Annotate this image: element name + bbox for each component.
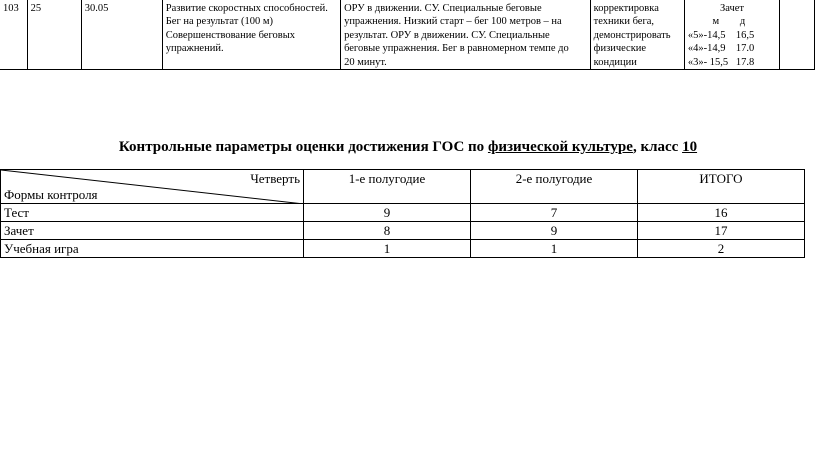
col-boys: м (712, 16, 720, 28)
row-value: 9 (471, 222, 638, 240)
content-line: упражнения. Низкий старт – бег 100 метров – на (344, 16, 562, 28)
header-forms: Формы контроля (4, 187, 98, 202)
table-row (1, 240, 805, 258)
heading-prefix: Контрольные параметры оценки достижения ГОС по (118, 139, 488, 155)
table-row (0, 0, 815, 70)
lesson-control (684, 0, 779, 70)
topic-line: Совершенствование беговых (165, 29, 296, 41)
topic-line: Бег на результат (100 м) (165, 16, 274, 28)
skills-line: демонстрировать (593, 29, 671, 41)
row-label: Тест (1, 204, 304, 222)
column-header: 1-е полугодие (304, 170, 471, 204)
grade-girls: 17.0 (735, 43, 755, 55)
topic-line: упражнений. (165, 43, 224, 55)
lesson-content (341, 0, 591, 70)
skills-line: физические (593, 43, 647, 55)
skills-line: корректировка (593, 3, 659, 14)
table-row (1, 204, 805, 222)
column-header: 2-е полугодие (471, 170, 638, 204)
content-line: результат. ОРУ в движении. СУ. Специальные (344, 29, 550, 41)
grade-columns (688, 15, 776, 28)
row-value: 2 (638, 240, 805, 258)
heading-subject: физической культуре (487, 139, 633, 155)
topic-line: Развитие скоростных способностей. (165, 3, 328, 14)
diagonal-header-cell (1, 170, 304, 204)
row-value: 1 (471, 240, 638, 258)
grade-row (688, 42, 776, 55)
section-heading (0, 138, 816, 156)
row-value: 17 (638, 222, 805, 240)
heading-middle: , класс (632, 139, 683, 155)
row-value: 7 (471, 204, 638, 222)
col-girls: д (739, 16, 746, 28)
row-label: Зачет (1, 222, 304, 240)
control-title: Зачет (719, 3, 744, 14)
row-value: 16 (638, 204, 805, 222)
skills-line: техники бега, (593, 16, 655, 28)
grade-mark: «3»- 15,5 (687, 56, 729, 68)
content-line: беговые упражнения. Бег в равномерном темпе до (344, 43, 569, 55)
header-quarter: Четверть (250, 171, 300, 186)
grade-row (688, 29, 776, 42)
lesson-number: 103 (0, 0, 27, 70)
column-header: ИТОГО (638, 170, 805, 204)
lesson-date: 30.05 (81, 0, 162, 70)
table-header-row (1, 170, 805, 204)
row-value: 8 (304, 222, 471, 240)
row-value: 1 (304, 240, 471, 258)
row-value: 9 (304, 204, 471, 222)
content-line: 20 минут. (344, 56, 387, 68)
lesson-plan-table (0, 0, 815, 70)
skills-line: кондиции (593, 56, 637, 68)
heading-grade: 10 (682, 139, 698, 155)
content-line: ОРУ в движении. СУ. Специальные беговые (344, 3, 542, 14)
empty-cell (780, 0, 815, 70)
lesson-skills (590, 0, 684, 70)
week-number: 25 (27, 0, 81, 70)
row-label: Учебная игра (1, 240, 304, 258)
grade-mark: «5»-14,5 (687, 29, 726, 41)
control-params-table (0, 169, 805, 258)
grade-girls: 16,5 (735, 29, 755, 41)
grade-girls: 17.8 (735, 56, 755, 68)
lesson-topic (162, 0, 340, 70)
grade-mark: «4»-14,9 (687, 43, 726, 55)
table-row (1, 222, 805, 240)
grade-row (688, 56, 776, 69)
